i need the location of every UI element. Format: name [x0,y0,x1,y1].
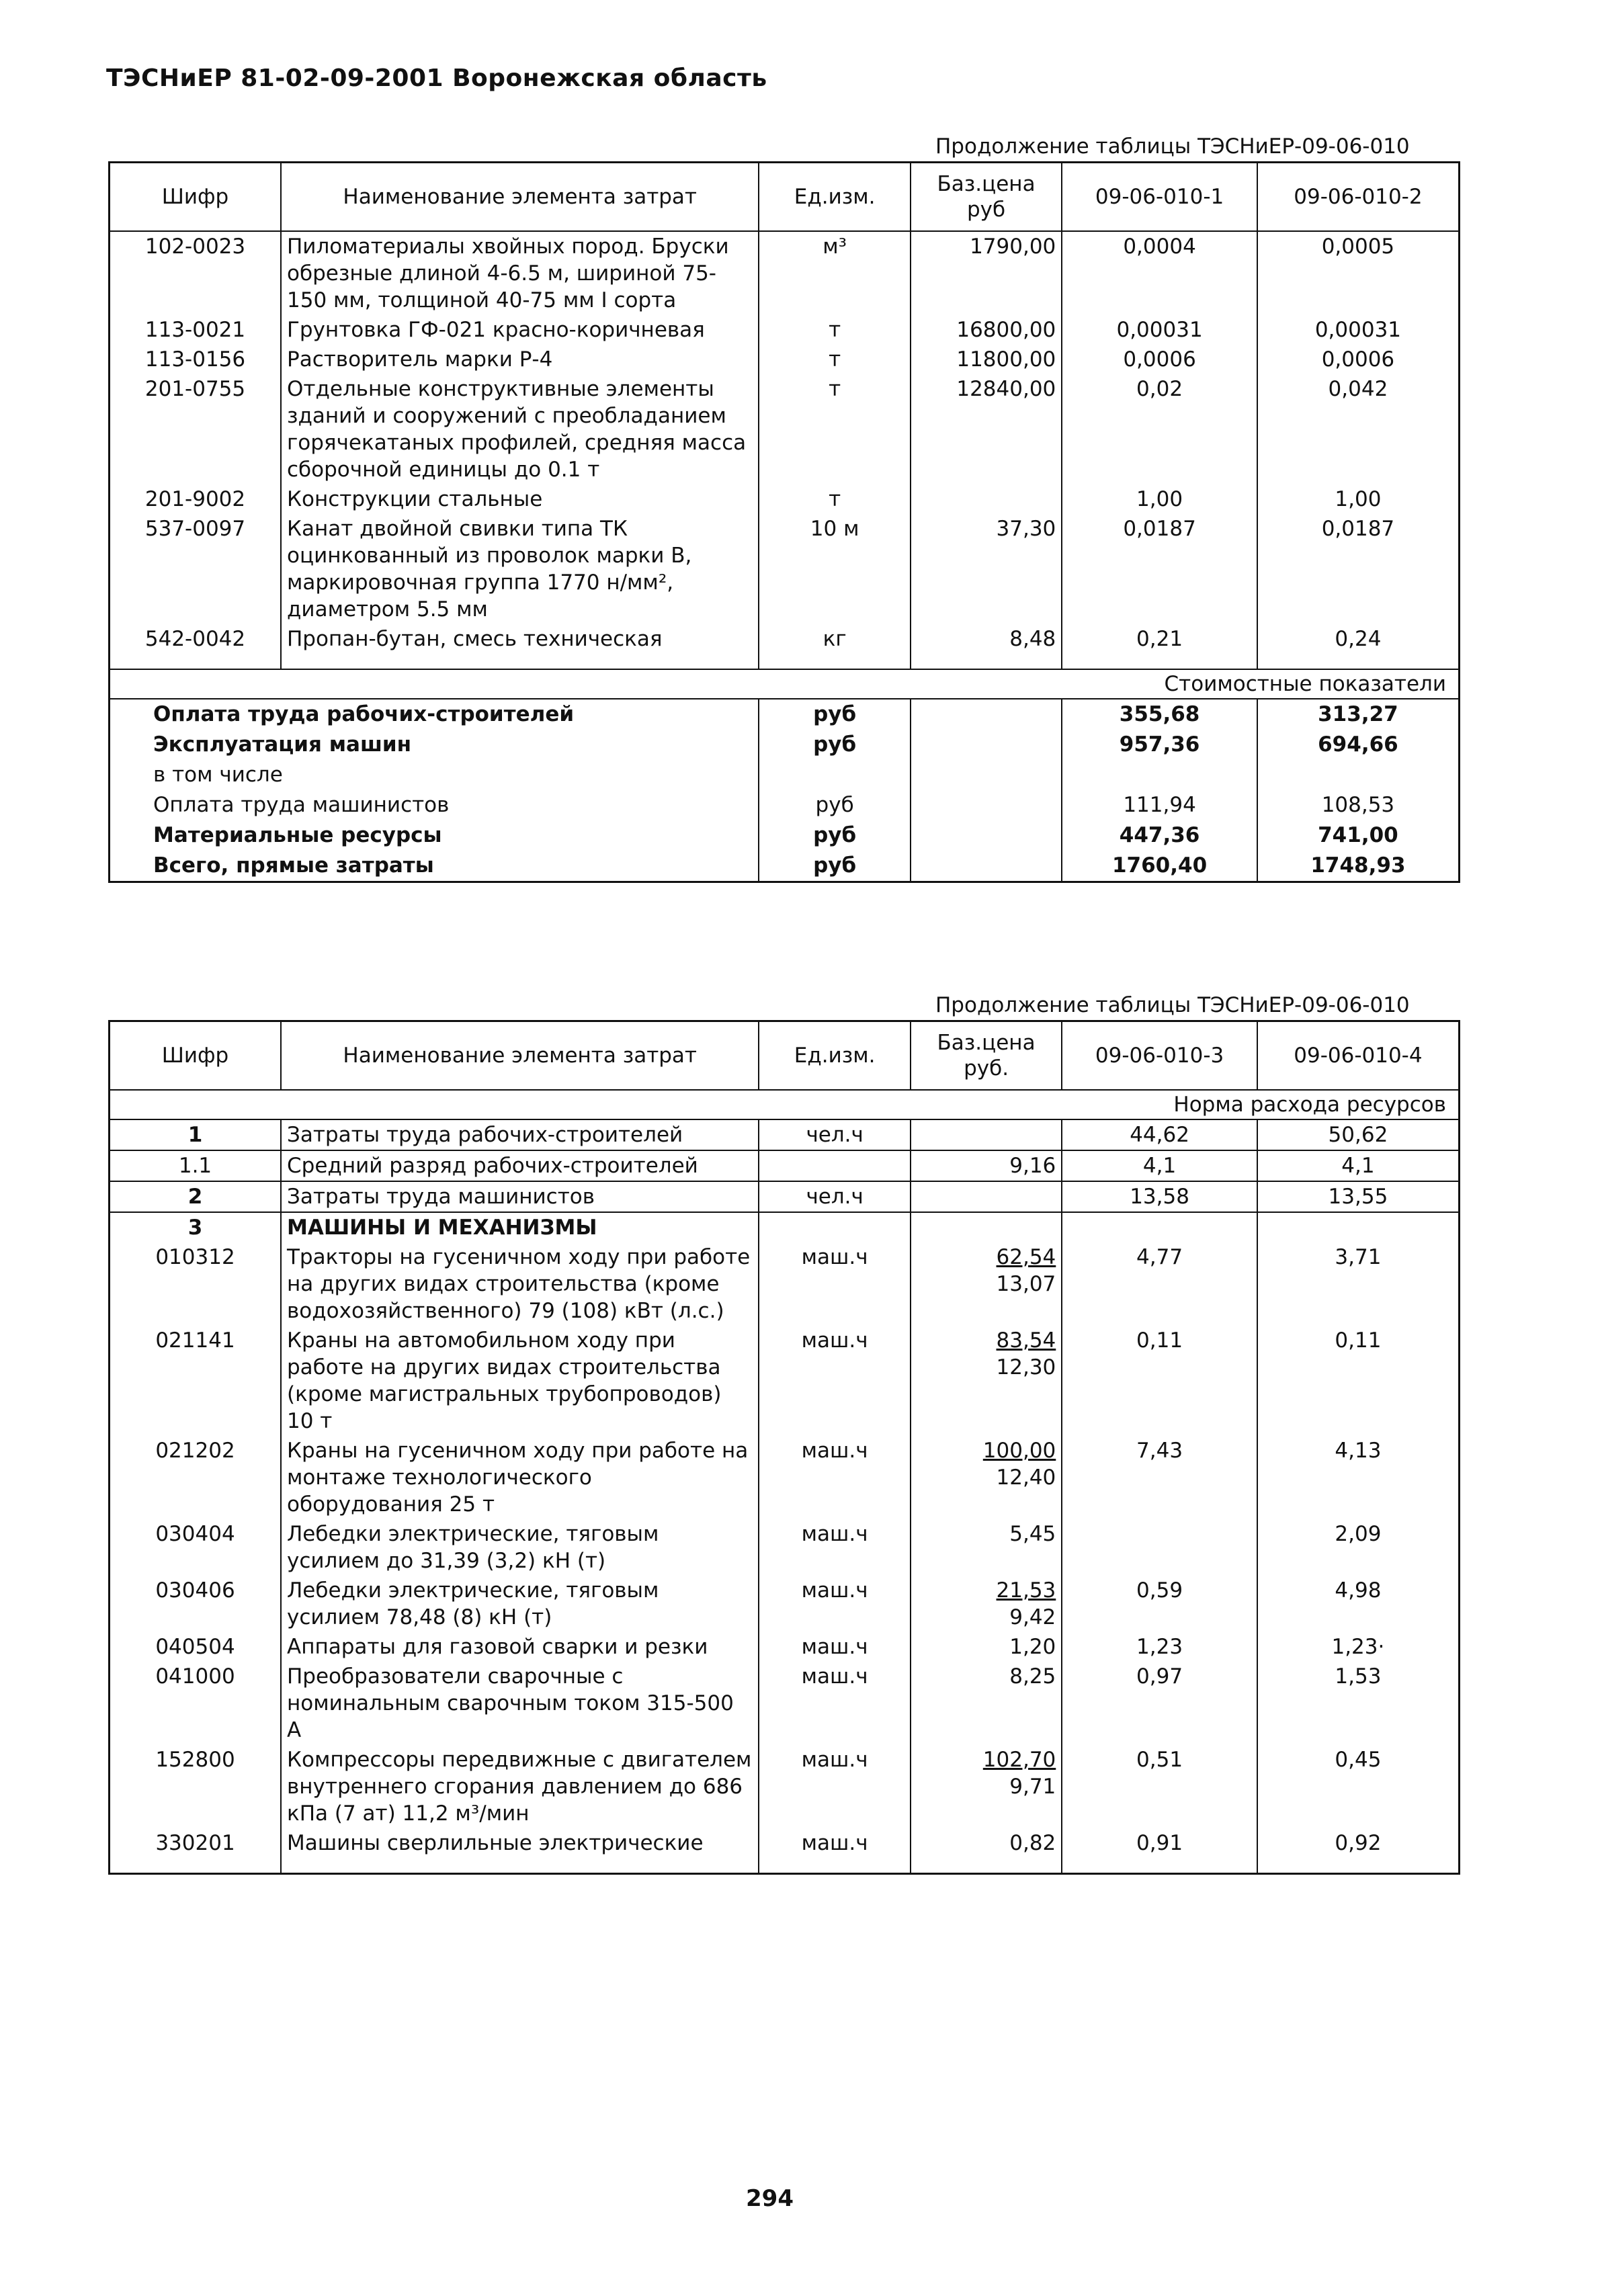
section-row [110,669,1460,699]
row-price: 11800,00 [911,345,1062,374]
price-main: 21,53 [996,1578,1056,1603]
summary-price [911,760,1062,790]
spacer-cell [1257,1858,1460,1874]
row-name: Канат двойной свивки типа ТК оцинкованный из проволок марки В, маркировочная группа 1770 н/мм², диаметром 5.5 мм [281,514,759,624]
row-unit: маш.ч [759,1436,910,1519]
row-code: 2 [110,1181,282,1212]
summary-row [110,730,1460,760]
summary-value-2: 741,00 [1318,823,1398,847]
row-code: 040504 [110,1632,282,1662]
row-value-1: 13,58 [1062,1181,1257,1212]
table2-col-code: Шифр [110,1021,282,1091]
row-unit: маш.ч [759,1745,910,1828]
summary-name: в том числе [110,760,759,790]
row-unit: маш.ч [759,1632,910,1662]
summary-unit: руб [759,730,910,760]
table-row [110,374,1460,484]
row-price: 12840,00 [911,374,1062,484]
row-code: 021202 [110,1436,282,1519]
row-value-2: 0,11 [1335,1328,1382,1353]
row-name: Преобразователи сварочные с номинальным сварочным током 315-500 А [281,1662,759,1745]
row-value-2: 4,1 [1257,1150,1460,1181]
table-row [110,624,1460,654]
row-code: 201-9002 [110,484,282,514]
row-price [911,1632,1062,1662]
table-row [110,1242,1460,1326]
row-name: Отдельные конструктивные элементы зданий и сооружений с преобладанием горячекатаных профилей, средняя масса сборочной единицы до 0.1 т [281,374,759,484]
row-value-1: 0,51 [1062,1745,1257,1828]
row-code: 3 [110,1212,282,1242]
summary-name: Оплата труда машинистов [110,790,759,820]
price-wage: 9,42 [1009,1605,1056,1629]
table2-col-v2: 09-06-010-4 [1257,1021,1460,1091]
row-price [911,1150,1062,1181]
row-code: 113-0156 [110,345,282,374]
table-row [110,1181,1460,1212]
spacer-row [110,654,1460,669]
row-code: 152800 [110,1745,282,1828]
row-name: Краны на гусеничном ходу при работе на монтаже технологического оборудования 25 т [281,1436,759,1519]
spacer-cell [110,1858,282,1874]
row-code: 030404 [110,1519,282,1576]
row-value-1: 1,23 [1062,1632,1257,1662]
table1-col-v2: 09-06-010-2 [1257,163,1460,232]
summary-value-2 [1257,760,1460,790]
summary-value-1: 111,94 [1062,790,1257,820]
summary-value-1: 1760,40 [1062,851,1257,882]
row-price [911,1519,1062,1576]
summary-price [911,730,1062,760]
spacer-cell [911,1858,1062,1874]
table-row [110,1745,1460,1828]
row-value-2: 0,0005 [1321,235,1395,259]
table-row [110,231,1460,315]
row-code: 201-0755 [110,374,282,484]
row-value-1: 0,91 [1062,1828,1257,1858]
table-row [110,1326,1460,1436]
row-name: Краны на автомобильном ходу при работе на других видах строительства (кроме магистральных трубопроводов) 10 т [281,1326,759,1436]
row-value-2: 0,0187 [1321,517,1395,541]
row-name: Лебедки электрические, тяговым усилием до 31,39 (3,2) кН (т) [281,1519,759,1576]
row-price [911,1242,1062,1326]
row-name: Растворитель марки Р-4 [281,345,759,374]
spacer-cell [281,654,759,669]
row-value-1: 0,0187 [1062,514,1257,624]
row-price [911,484,1062,514]
row-code: 1.1 [110,1150,282,1181]
table-row [110,1119,1460,1150]
summary-name: Оплата труда рабочих-строителей [110,699,759,730]
row-value-2: 2,09 [1335,1522,1382,1546]
row-value-1: 4,1 [1062,1150,1257,1181]
table1-col-price: Баз.цена руб [911,163,1062,232]
summary-unit: руб [759,790,910,820]
row-name: Конструкции стальные [281,484,759,514]
row-name: Аппараты для газовой сварки и резки [281,1632,759,1662]
row-unit: т [759,484,910,514]
row-value-1: 7,43 [1062,1436,1257,1519]
table1-col-unit: Ед.изм. [759,163,910,232]
row-unit: м³ [759,231,910,315]
row-unit: маш.ч [759,1326,910,1436]
summary-name: Материальные ресурсы [110,820,759,851]
row-value-2: 3,71 [1335,1245,1382,1269]
row-unit [759,1150,910,1181]
summary-price [911,851,1062,882]
row-name: Средний разряд рабочих-строителей [281,1150,759,1181]
row-value-2: 0,0006 [1321,347,1395,372]
summary-value-2: 694,66 [1318,732,1398,757]
row-code: 030406 [110,1576,282,1632]
row-price [911,1212,1062,1242]
row-name: Компрессоры передвижные с двигателем внутреннего сгорания давлением до 686 кПа (7 ат) 11,2 м³/мин [281,1745,759,1828]
row-code: 113-0021 [110,315,282,345]
summary-row [110,760,1460,790]
row-value-2: 1,00 [1335,487,1382,511]
row-value-2: 0,00031 [1314,318,1402,342]
summary-value-2: 108,53 [1321,793,1395,817]
price-wage: 9,71 [1009,1775,1056,1799]
row-value-1: 0,21 [1062,624,1257,654]
row-price [911,1576,1062,1632]
row-unit: чел.ч [759,1181,910,1212]
summary-value-1: 957,36 [1062,730,1257,760]
table-row [110,1212,1460,1242]
summary-value-1 [1062,760,1257,790]
row-name: Затраты труда рабочих-строителей [281,1119,759,1150]
spacer-cell [1257,654,1460,669]
price-main: 62,54 [996,1245,1056,1269]
section-label: Стоимостные показатели [110,669,1460,699]
row-value-1 [1062,1212,1257,1242]
row-value-1 [1062,1519,1257,1576]
summary-row [110,699,1460,730]
row-name: Пропан-бутан, смесь техническая [281,624,759,654]
row-price [911,1662,1062,1745]
row-value-2: 4,98 [1335,1578,1382,1603]
spacer-row [110,1858,1460,1874]
table2-col-name: Наименование элемента затрат [281,1021,759,1091]
price-wage: 13,07 [996,1272,1056,1296]
row-price [911,1828,1062,1858]
row-unit: т [759,345,910,374]
price-main: 100,00 [982,1439,1056,1463]
table2-continuation-label: Продолжение таблицы ТЭСНиЕР-09-06-010 [935,993,1410,1017]
row-value-2: 1,23· [1331,1635,1385,1659]
spacer-cell [281,1858,759,1874]
row-unit: маш.ч [759,1828,910,1858]
table2-body [110,1090,1460,1874]
row-value-2: 0,24 [1335,627,1382,651]
spacer-cell [1062,654,1257,669]
spacer-cell [759,1858,910,1874]
table2-col-unit: Ед.изм. [759,1021,910,1091]
row-code: 021141 [110,1326,282,1436]
summary-row [110,820,1460,851]
price-wage: 12,40 [996,1465,1056,1490]
table1-continuation-label: Продолжение таблицы ТЭСНиЕР-09-06-010 [935,134,1410,159]
row-price [911,1326,1062,1436]
row-unit: маш.ч [759,1519,910,1576]
row-value-2: 1,53 [1335,1664,1382,1689]
spacer-cell [911,654,1062,669]
table1-header-row [110,163,1460,232]
row-value-1: 0,00031 [1062,315,1257,345]
spacer-cell [1062,1858,1257,1874]
table-row [110,484,1460,514]
table-row [110,1576,1460,1632]
row-price [911,1745,1062,1828]
row-value-1: 0,97 [1062,1662,1257,1745]
row-name: Машины сверлильные электрические [281,1828,759,1858]
row-value-1: 0,0006 [1062,345,1257,374]
row-name: Пиломатериалы хвойных пород. Бруски обрезные длиной 4-6.5 м, шириной 75-150 мм, толщиной 40-75 мм I сорта [281,231,759,315]
table2-col-price: Баз.цена руб. [911,1021,1062,1091]
row-unit: т [759,374,910,484]
row-code: 041000 [110,1662,282,1745]
row-name: Затраты труда машинистов [281,1181,759,1212]
spacer-cell [759,654,910,669]
table-row [110,345,1460,374]
price-main: 83,54 [996,1328,1056,1353]
price-main: 5,45 [1009,1522,1056,1546]
row-unit: 10 м [759,514,910,624]
row-unit: маш.ч [759,1576,910,1632]
row-value-1: 0,11 [1062,1326,1257,1436]
table1-col-code: Шифр [110,163,282,232]
summary-unit: руб [759,699,910,730]
summary-price [911,820,1062,851]
price-main: 8,25 [1009,1664,1056,1689]
price-main: 9,16 [1009,1154,1056,1178]
document-title: ТЭСНиЕР 81-02-09-2001 Воронежская область [106,65,767,92]
table-row [110,1632,1460,1662]
section-label: Норма расхода ресурсов [110,1090,1460,1119]
row-value-2: 0,45 [1335,1748,1382,1772]
table-row [110,1150,1460,1181]
row-unit: чел.ч [759,1119,910,1150]
summary-row [110,790,1460,820]
row-unit: кг [759,624,910,654]
spacer-cell [110,654,282,669]
table2-header-row [110,1021,1460,1091]
row-unit: маш.ч [759,1242,910,1326]
summary-unit: руб [759,820,910,851]
summary-unit: руб [759,851,910,882]
row-value-2: 0,042 [1328,377,1388,401]
row-price [911,1181,1062,1212]
row-code: 537-0097 [110,514,282,624]
row-unit [759,1212,910,1242]
row-name: Лебедки электрические, тяговым усилием 78,48 (8) кН (т) [281,1576,759,1632]
table1-col-v1: 09-06-010-1 [1062,163,1257,232]
summary-name: Эксплуатация машин [110,730,759,760]
row-code: 010312 [110,1242,282,1326]
summary-price [911,790,1062,820]
row-price: 37,30 [911,514,1062,624]
table1-body [110,231,1460,882]
summary-unit [759,760,910,790]
summary-value-1: 447,36 [1062,820,1257,851]
row-value-2: 0,92 [1335,1831,1382,1855]
summary-value-2: 1748,93 [1310,853,1406,878]
row-price: 8,48 [911,624,1062,654]
table-row [110,315,1460,345]
table-row [110,1519,1460,1576]
row-code: 1 [110,1119,282,1150]
summary-price [911,699,1062,730]
row-price [911,1436,1062,1519]
row-value-2: 13,55 [1257,1181,1460,1212]
price-main: 1,20 [1009,1635,1056,1659]
row-price: 16800,00 [911,315,1062,345]
table-row [110,514,1460,624]
row-code: 542-0042 [110,624,282,654]
price-main: 0,82 [1009,1831,1056,1855]
row-name: Грунтовка ГФ-021 красно-коричневая [281,315,759,345]
page-number: 294 [746,2185,794,2212]
row-value-1: 0,02 [1062,374,1257,484]
row-unit: маш.ч [759,1662,910,1745]
summary-row [110,851,1460,882]
table1-col-name: Наименование элемента затрат [281,163,759,232]
table1 [108,161,1460,883]
row-value-1: 44,62 [1062,1119,1257,1150]
row-name: Тракторы на гусеничном ходу при работе на других видах строительства (кроме водохозяйственного) 79 (108) кВт (л.с.) [281,1242,759,1326]
row-value-2: 50,62 [1257,1119,1460,1150]
row-value-2: 4,13 [1335,1439,1382,1463]
row-price: 1790,00 [911,231,1062,315]
row-value-1: 0,59 [1062,1576,1257,1632]
row-value-2 [1257,1212,1460,1242]
table-row [110,1436,1460,1519]
row-unit: т [759,315,910,345]
section-row [110,1090,1460,1119]
row-price [911,1119,1062,1150]
row-value-1: 1,00 [1062,484,1257,514]
row-name: МАШИНЫ И МЕХАНИЗМЫ [281,1212,759,1242]
row-value-1: 4,77 [1062,1242,1257,1326]
row-value-1: 0,0004 [1062,231,1257,315]
table2 [108,1020,1460,1875]
price-wage: 12,30 [996,1355,1056,1379]
table-row [110,1662,1460,1745]
price-main: 102,70 [982,1748,1056,1772]
summary-name: Всего, прямые затраты [110,851,759,882]
summary-value-2: 313,27 [1257,699,1460,730]
row-code: 330201 [110,1828,282,1858]
row-code: 102-0023 [110,231,282,315]
summary-value-1: 355,68 [1062,699,1257,730]
table2-col-v1: 09-06-010-3 [1062,1021,1257,1091]
table-row [110,1828,1460,1858]
